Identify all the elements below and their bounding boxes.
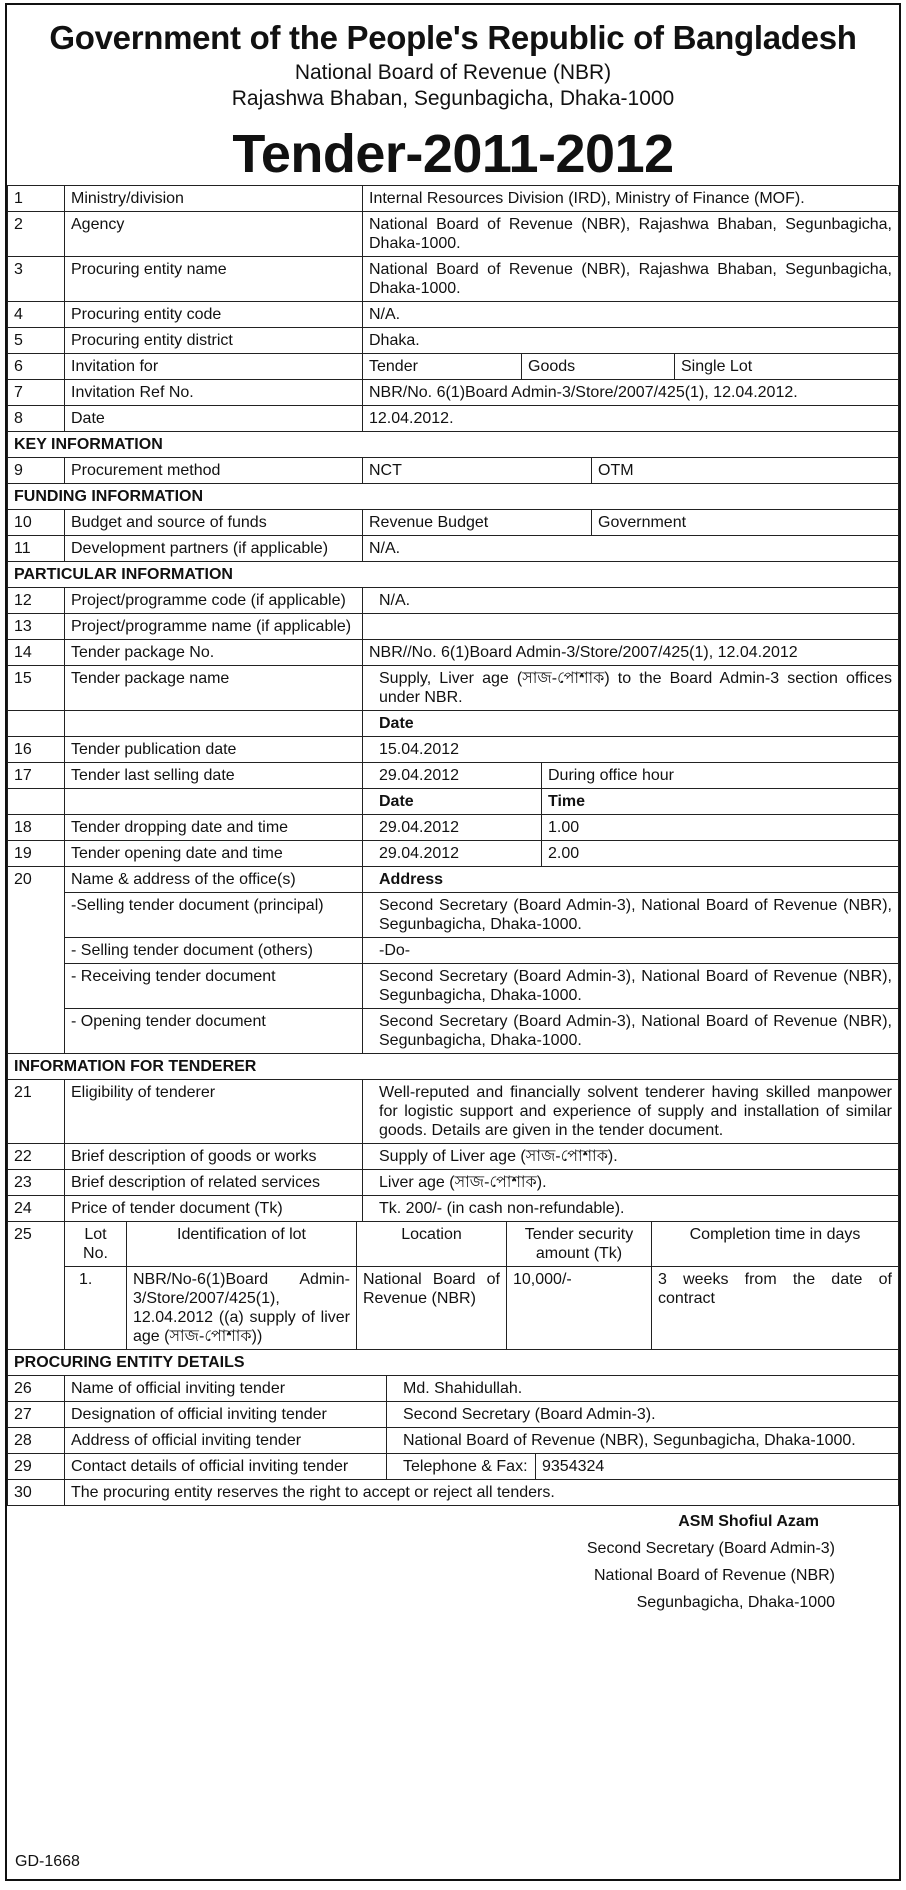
signatory-address: Segunbagicha, Dhaka-1000 (636, 1594, 835, 1611)
page-title: Government of the People's Republic of Bangladesh (49, 19, 857, 56)
table-row: 15 Tender package name Supply, Liver age (সাজ-পোশাক) to the Board Admin-3 section offices under NBR. (8, 666, 899, 711)
table-row: 12 Project/programme code (if applicable) N/A. (8, 588, 899, 614)
table-row: 23 Brief description of related services Liver age (সাজ-পোশাক). (8, 1170, 899, 1196)
table-row: 25 Lot No. Identification of lot Location Tender security amount (Tk) Completion time in days 1. NBR/No-6(1)Board Admin-3/Store/2007/425(1), 12.04.2012 ((a) supply of liver age (সাজ-পোশাক)) National Board of Revenue (NBR) 10,000/- 3 weeks from the date of contract (8, 1222, 899, 1350)
tender-table (7, 185, 899, 1376)
table-row: Date (8, 711, 899, 737)
tender-notice (5, 3, 901, 1881)
table-row: 10 Budget and source of funds Revenue Budget Government (8, 510, 899, 536)
table-row: 13 Project/programme name (if applicable) (8, 614, 899, 640)
lot-table: Lot No. Identification of lot Location Tender security amount (Tk) Completion time in days 1. NBR/No-6(1)Board Admin-3/Store/2007/425(1), 12.04.2012 ((a) supply of liver age (সাজ-পোশাক)) National Board of Revenue (NBR) 10,000/- 3 weeks from the date of contract (64, 1221, 899, 1350)
table-row: 30 The procuring entity reserves the right to accept or reject all tenders. (8, 1480, 899, 1506)
table-row: 16 Tender publication date 15.04.2012 (8, 737, 899, 763)
table-row: 20 Name & address of the office(s) Address (8, 867, 899, 893)
table-row: 6 Invitation for Tender Goods Single Lot (8, 354, 899, 380)
procuring-table (7, 1375, 899, 1506)
section-heading: KEY INFORMATION (8, 432, 899, 458)
section-heading: PARTICULAR INFORMATION (8, 562, 899, 588)
gd-number: GD-1668 (15, 1853, 80, 1870)
section-heading: INFORMATION FOR TENDERER (8, 1054, 899, 1080)
table-row: 2 Agency National Board of Revenue (NBR), Rajashwa Bhaban, Segunbagicha, Dhaka-1000. (8, 212, 899, 257)
table-row: 11 Development partners (if applicable) N/A. (8, 536, 899, 562)
table-row: -Selling tender document (principal) Second Secretary (Board Admin-3), National Board of Revenue (NBR), Segunbagicha, Dhaka-1000. (8, 893, 899, 938)
section-heading: PROCURING ENTITY DETAILS (8, 1350, 899, 1376)
org-address: Rajashwa Bhaban, Segunbagicha, Dhaka-1000 (231, 87, 675, 110)
lot-ident-header: Identification of lot (127, 1222, 357, 1267)
org-name: National Board of Revenue (NBR) (294, 61, 612, 84)
table-row: 24 Price of tender document (Tk) Tk. 200/- (in cash non-refundable). (8, 1196, 899, 1222)
table-row: 28 Address of official inviting tender National Board of Revenue (NBR), Segunbagicha, Dhaka-1000. (8, 1428, 899, 1454)
signatory-designation: Second Secretary (Board Admin-3) (586, 1540, 835, 1557)
signature-block (7, 1506, 899, 1616)
table-row: 7 Invitation Ref No. NBR/No. 6(1)Board Admin-3/Store/2007/425(1), 12.04.2012. (8, 380, 899, 406)
table-row: 14 Tender package No. NBR//No. 6(1)Board Admin-3/Store/2007/425(1), 12.04.2012 (8, 640, 899, 666)
table-row: 29 Contact details of official inviting tender Telephone & Fax: 9354324 (8, 1454, 899, 1480)
table-row: 27 Designation of official inviting tender Second Secretary (Board Admin-3). (8, 1402, 899, 1428)
section-heading: FUNDING INFORMATION (8, 484, 899, 510)
table-row: 22 Brief description of goods or works Supply of Liver age (সাজ-পোশাক). (8, 1144, 899, 1170)
lot-no-header: Lot No. (65, 1222, 127, 1267)
table-row: 1 Ministry/division Internal Resources Division (IRD), Ministry of Finance (MOF). (8, 186, 899, 212)
tender-title: Tender-2011-2012 (232, 124, 674, 184)
table-row: 4 Procuring entity code N/A. (8, 302, 899, 328)
table-row: 19 Tender opening date and time 29.04.2012 2.00 (8, 841, 899, 867)
header (7, 19, 899, 185)
table-row: - Selling tender document (others) -Do- (8, 938, 899, 964)
table-row: 26 Name of official inviting tender Md. Shahidullah. (8, 1376, 899, 1402)
table-row: 9 Procurement method NCT OTM (8, 458, 899, 484)
lot-security-header: Tender security amount (Tk) (507, 1222, 652, 1267)
table-row: 18 Tender dropping date and time 29.04.2012 1.00 (8, 815, 899, 841)
table-row: 5 Procuring entity district Dhaka. (8, 328, 899, 354)
table-row: Date Time (8, 789, 899, 815)
table-row: - Receiving tender document Second Secretary (Board Admin-3), National Board of Revenue (NBR), Segunbagicha, Dhaka-1000. (8, 964, 899, 1009)
lot-location-header: Location (357, 1222, 507, 1267)
table-row: 17 Tender last selling date 29.04.2012 During office hour (8, 763, 899, 789)
table-row: - Opening tender document Second Secretary (Board Admin-3), National Board of Revenue (NBR), Segunbagicha, Dhaka-1000. (8, 1009, 899, 1054)
signatory-name: ASM Shofiul Azam (678, 1513, 819, 1530)
table-row: 21 Eligibility of tenderer Well-reputed and financially solvent tenderer having skilled manpower for logistic support and experience of supply and installation of similar goods. Details are given in the tender document. (8, 1080, 899, 1144)
signatory-org: National Board of Revenue (NBR) (593, 1567, 835, 1584)
table-row: 3 Procuring entity name National Board of Revenue (NBR), Rajashwa Bhaban, Segunbagicha, Dhaka-1000. (8, 257, 899, 302)
lot-completion-header: Completion time in days (652, 1222, 899, 1267)
table-row: 8 Date 12.04.2012. (8, 406, 899, 432)
